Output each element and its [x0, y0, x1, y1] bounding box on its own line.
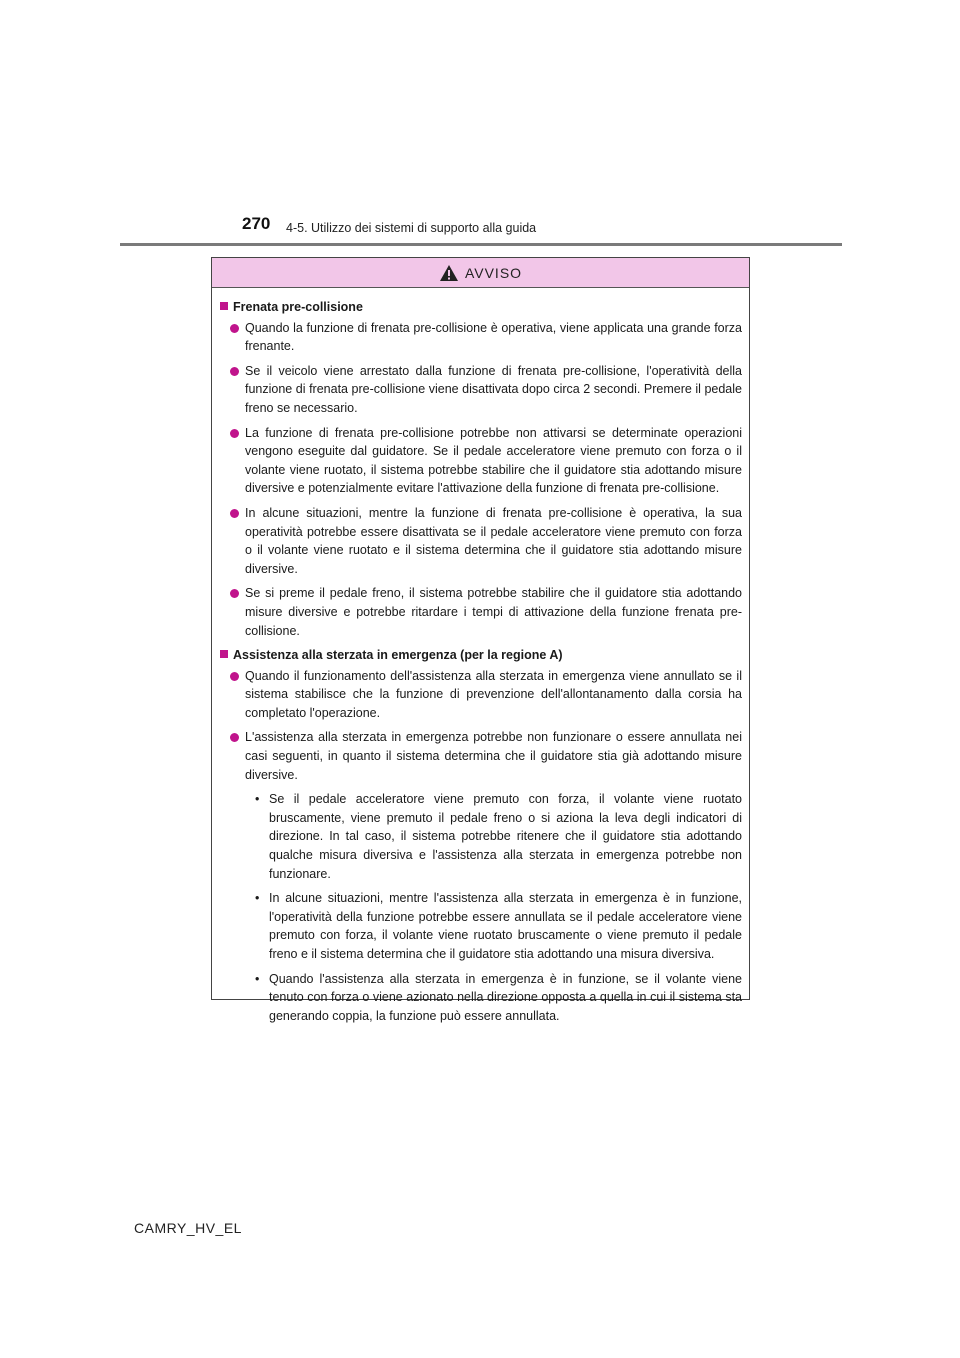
- list-item-text: In alcune situazioni, mentre la funzione di frenata pre-collisione è operativa, la sua operatività potrebbe essere disattivata se il pedale acceleratore viene premuto con forza o il volante viene ruotato e il sistema determina che il guidatore stia adottando misure diversive.: [245, 505, 742, 576]
- sub-list-item-text: Quando l'assistenza alla sterzata in emergenza è in funzione, se il volante viene tenuto con forza o viene azionato nella direzione opposta a quella in cui il sistema sta generando coppia, la funzione può essere annullata.: [269, 971, 742, 1023]
- list-item: [230, 584, 742, 640]
- square-bullet-icon: [220, 650, 228, 658]
- list-item: [230, 319, 742, 356]
- round-bullet-icon: [230, 589, 239, 598]
- list-item: [230, 728, 742, 1025]
- warning-header: [212, 258, 749, 288]
- list-item: [230, 362, 742, 418]
- round-bullet-icon: [230, 672, 239, 681]
- list-item: [230, 667, 742, 723]
- list-item-text: Se il veicolo viene arrestato dalla funzione di frenata pre-collisione, l'operatività della funzione di frenata pre-collisione viene disattivata dopo circa 2 secondi. Premere il pedale freno se necessario.: [245, 363, 742, 415]
- list-item-content: [245, 728, 742, 1025]
- warning-title: AVVISO: [464, 264, 523, 281]
- warning-box: [211, 257, 750, 1023]
- sub-list-item: [255, 790, 742, 883]
- list-item-text: La funzione di frenata pre-collisione potrebbe non attivarsi se determinate operazioni vengono eseguite dal guidatore. Se il pedale acceleratore viene premuto con forza o il volante viene ruotato, il sistema potrebbe stabilire che il guidatore stia adottando misure diversive e potenzialmente evitare l'attivazione della funzione di frenata pre-collisione.: [245, 425, 742, 496]
- round-bullet-icon: [230, 429, 239, 438]
- list-item-text: Se si preme il pedale freno, il sistema potrebbe stabilire che il guidatore stia adottando misure diversive e potrebbe ritardare i tempi di attivazione della funzione frenata pre-collisione.: [245, 586, 742, 638]
- small-bullet-icon: •: [255, 891, 260, 906]
- header-divider: [120, 243, 842, 246]
- warning-triangle-icon: [439, 264, 459, 282]
- section-title: 4-5. Utilizzo dei sistemi di supporto alla guida: [286, 221, 537, 235]
- small-bullet-icon: •: [255, 971, 260, 986]
- topic-heading: [220, 298, 742, 317]
- list-item-text: Quando la funzione di frenata pre-collisione è operativa, viene applicata una grande forza frenante.: [245, 320, 742, 354]
- round-bullet-icon: [230, 324, 239, 333]
- topic-heading-text: Frenata pre-collisione: [233, 300, 363, 314]
- sub-list-item-text: In alcune situazioni, mentre l'assistenza alla sterzata in emergenza è in funzione, l'operatività della funzione potrebbe essere annullata se il pedale acceleratore viene premuto con forza, il volante viene ruotato bruscamente o viene premuto il pedale freno e il sistema determina che il guidatore stia adottando una misura diversiva.: [269, 891, 742, 961]
- round-bullet-icon: [230, 733, 239, 742]
- sub-list-item-text: Se il pedale acceleratore viene premuto con forza, il volante viene ruotato bruscamente, viene premuto il pedale freno o si aziona la leva degli indicatori di direzione. In tal caso, il sistema potrebbe ritenere che il guidatore stia adottando qualche misura diversiva e l'assistenza alla sterzata in emergenza potrebbe non funzionare.: [269, 792, 742, 881]
- sub-list-item: [255, 970, 742, 1026]
- sub-list: [245, 790, 742, 1025]
- page-number: 270: [242, 214, 271, 233]
- sub-list-item: [255, 889, 742, 963]
- list-item-text: L'assistenza alla sterzata in emergenza potrebbe non funzionare o essere annullata nei casi seguenti, in quanto il sistema determina che il guidatore stia già adottando misure diversive.: [245, 730, 742, 782]
- topic-pre-collision-braking: [220, 298, 742, 640]
- warning-body: [212, 288, 749, 1025]
- list-item: [230, 424, 742, 498]
- list-item-text: Quando il funzionamento dell'assistenza alla sterzata in emergenza viene annullato se il sistema stabilisce che la funzione di prevenzione dell'allontanamento dalla corsia ha completato l'operazione.: [245, 668, 742, 720]
- square-bullet-icon: [220, 302, 228, 310]
- topic-heading: [220, 646, 742, 665]
- round-bullet-icon: [230, 367, 239, 376]
- topic-emergency-steering-assist: [220, 646, 742, 1025]
- list-item: [230, 504, 742, 578]
- footer-document-code: CAMRY_HV_EL: [134, 1220, 242, 1236]
- small-bullet-icon: •: [255, 792, 260, 807]
- round-bullet-icon: [230, 509, 239, 518]
- topic-heading-text: Assistenza alla sterzata in emergenza (per la regione A): [233, 648, 563, 663]
